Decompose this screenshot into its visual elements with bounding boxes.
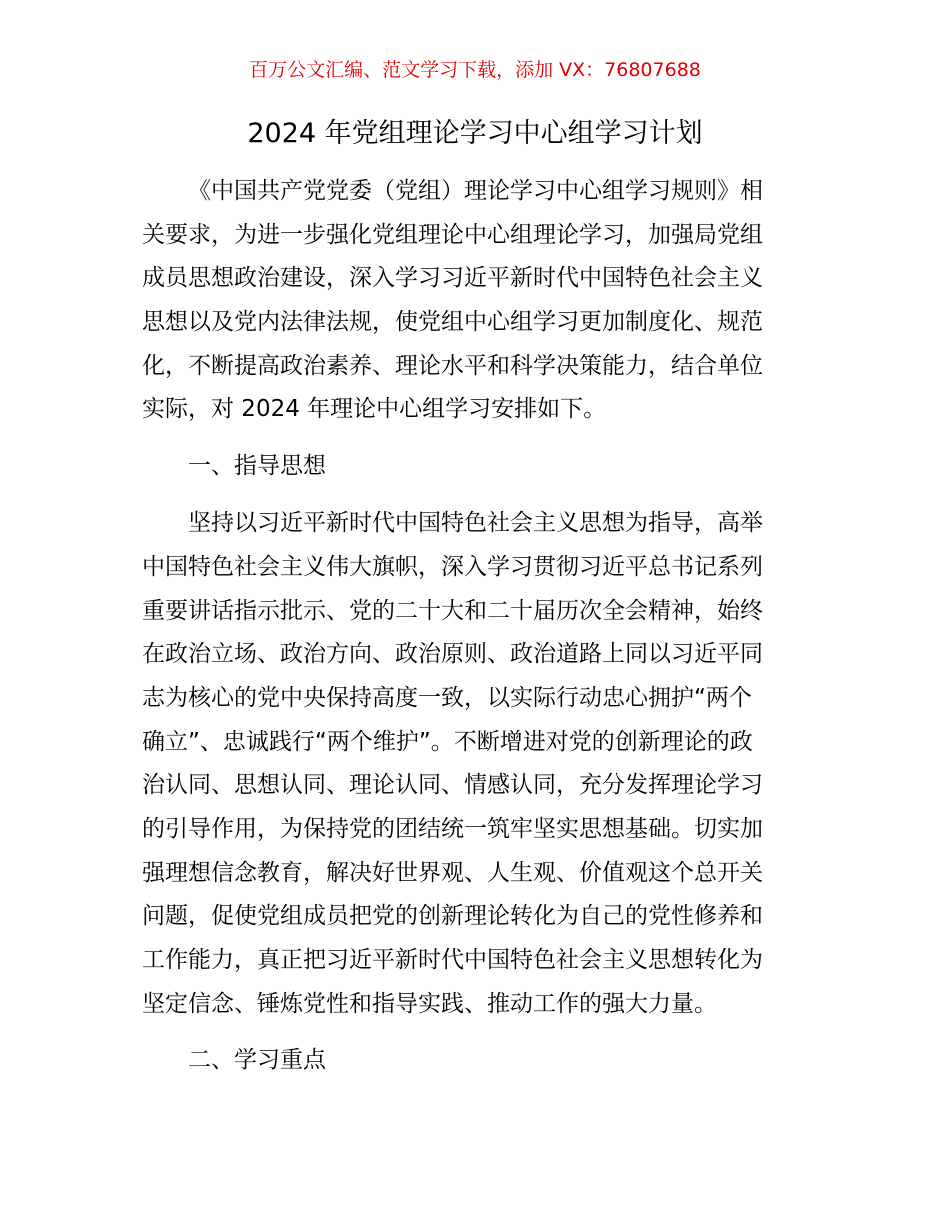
section1-line: 重要讲话指示批示、党的二十大和二十届历次全会精神，始终 [142, 597, 763, 624]
intro-paragraph [142, 170, 810, 432]
section1-line: 中国特色社会主义伟大旗帜，深入学习贯彻习近平总书记系列 [142, 553, 763, 580]
section1-line: 志为核心的党中央保持高度一致，以实际行动忠心拥护“两个 [142, 684, 752, 711]
intro-line: 思想以及党内法律法规，使党组中心组学习更加制度化、规范 [142, 309, 763, 336]
section1-line: 治认同、思想认同、理论认同、情感认同，充分发挥理论学习 [142, 772, 763, 799]
intro-line: 化，不断提高政治素养、理论水平和科学决策能力，结合单位 [142, 352, 763, 379]
section-heading-guiding-thought: 一、指导思想 [188, 453, 326, 480]
section1-line: 在政治立场、政治方向、政治原则、政治道路上同以习近平同 [142, 641, 763, 668]
section1-line: 问题，促使党组成员把党的创新理论转化为自己的党性修养和 [142, 903, 763, 930]
section1-line: 坚持以习近平新时代中国特色社会主义思想为指导，高举 [188, 510, 763, 537]
watermark-header: 百万公文汇编、范文学习下载，添加 VX：76807688 [249, 59, 701, 81]
section1-line: 的引导作用，为保持党的团结统一筑牢坚实思想基础。切实加 [142, 815, 763, 842]
document-body [142, 170, 810, 1086]
intro-line: 实际，对 2024 年理论中心组学习安排如下。 [142, 396, 607, 423]
intro-line: 关要求，为进一步强化党组理论中心组理论学习，加强局党组 [142, 221, 763, 248]
section-heading-study-focus: 二、学习重点 [188, 1047, 326, 1074]
intro-line: 成员思想政治建设，深入学习习近平新时代中国特色社会主义 [142, 265, 763, 292]
document-title: 2024 年党组理论学习中心组学习计划 [247, 118, 703, 149]
guiding-thought-paragraph [142, 502, 810, 1026]
section1-line: 确立”、忠诚践行“两个维护”。不断增进对党的创新理论的政 [142, 728, 753, 755]
section1-line: 强理想信念教育，解决好世界观、人生观、价值观这个总开关 [142, 859, 763, 886]
intro-line: 《中国共产党党委（党组）理论学习中心组学习规则》相 [188, 178, 763, 204]
section1-line: 坚定信念、锤炼党性和指导实践、推动工作的强大力量。 [142, 990, 717, 1017]
section1-line: 工作能力，真正把习近平新时代中国特色社会主义思想转化为 [142, 947, 763, 973]
